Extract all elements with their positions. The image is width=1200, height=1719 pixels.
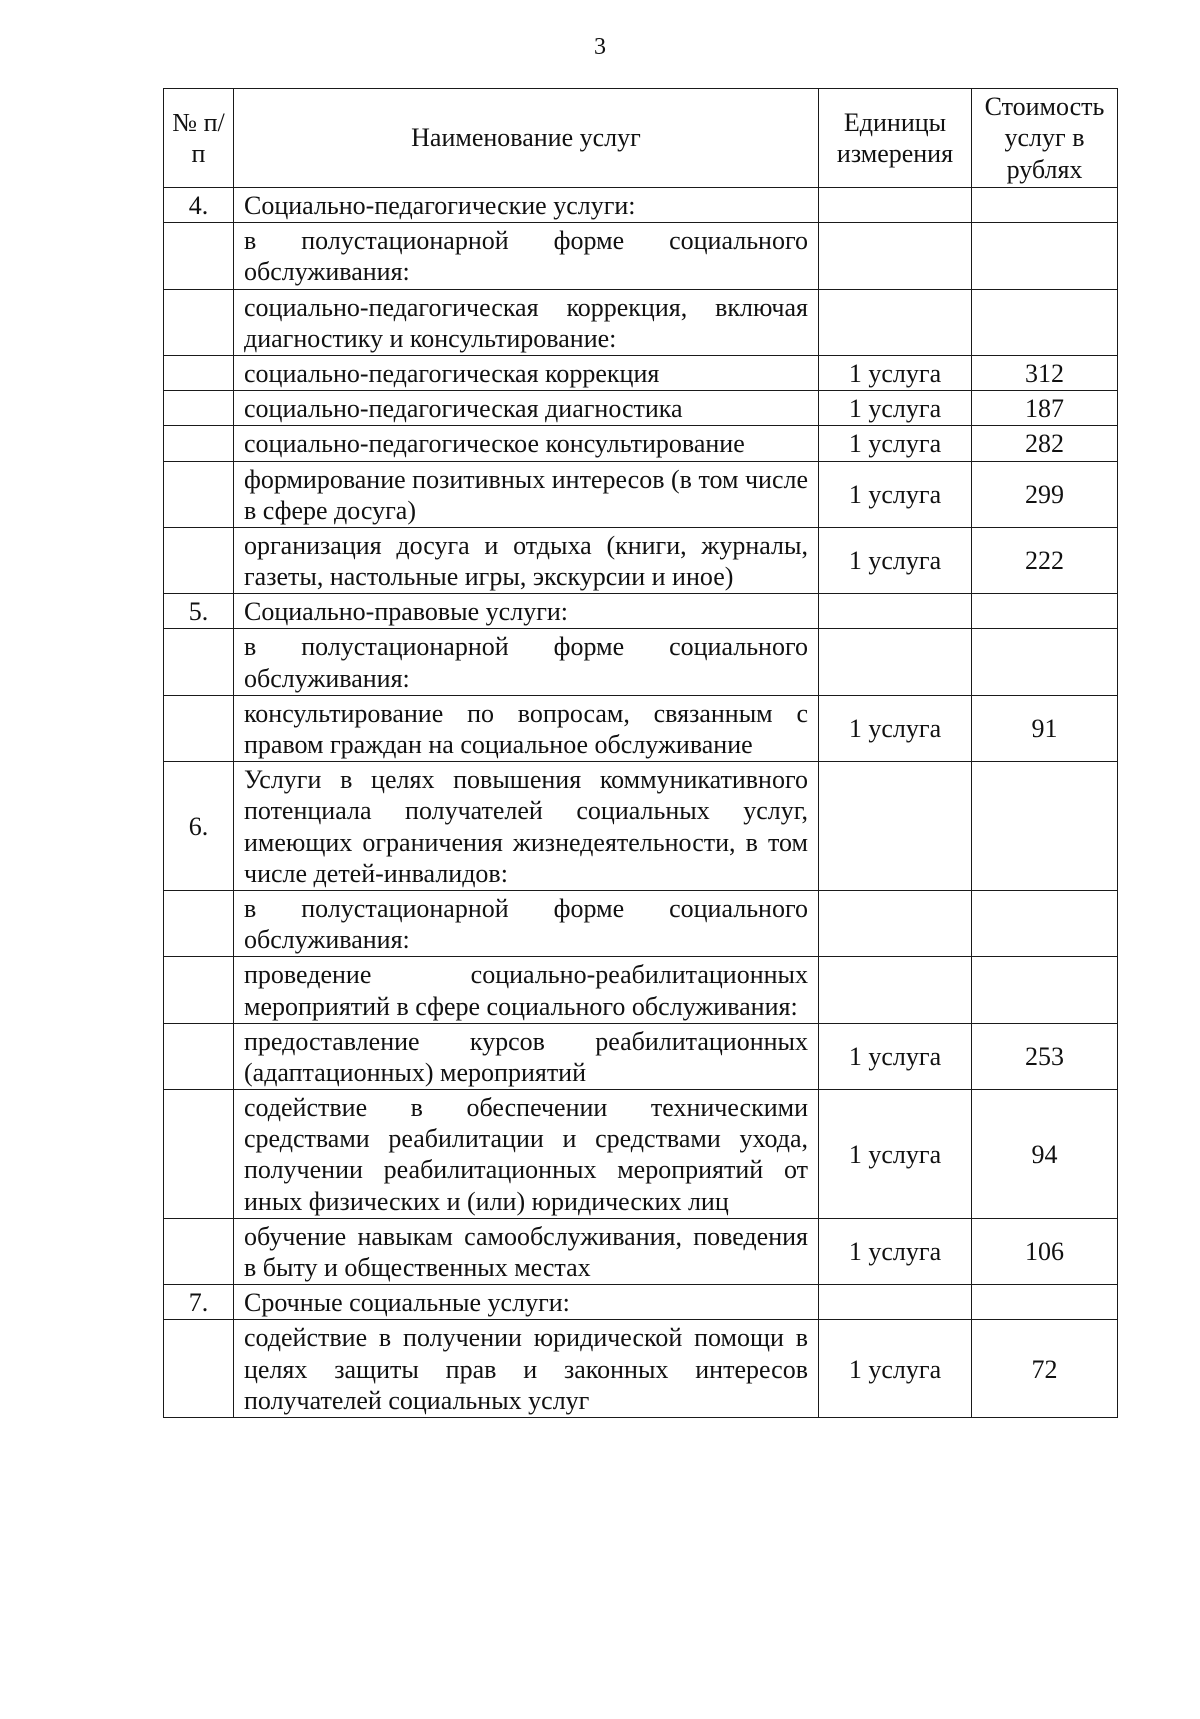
row-num: [164, 223, 234, 289]
table-body: [164, 188, 1118, 1418]
header-name: Наименование услуг: [234, 89, 819, 188]
row-cost: [972, 957, 1118, 1023]
row-num: 7.: [164, 1285, 234, 1320]
table-row: [164, 957, 1118, 1023]
row-cost: [972, 188, 1118, 223]
row-cost: [972, 762, 1118, 891]
row-unit: 1 услуга: [819, 1023, 972, 1089]
row-cost: 282: [972, 426, 1118, 461]
table-row: [164, 527, 1118, 593]
row-unit: 1 услуга: [819, 391, 972, 426]
row-name: в полустационарной форме социального обслуживания:: [234, 223, 819, 289]
table-row: [164, 355, 1118, 390]
services-table: [163, 88, 1118, 1418]
row-unit: [819, 957, 972, 1023]
row-cost: 72: [972, 1320, 1118, 1418]
row-num: [164, 1320, 234, 1418]
row-name: социально-педагогическая коррекция: [234, 355, 819, 390]
table-row: [164, 1023, 1118, 1089]
table-row: [164, 289, 1118, 355]
row-cost: 91: [972, 695, 1118, 761]
row-name: социально-педагогическая коррекция, включая диагностику и консультирование:: [234, 289, 819, 355]
row-cost: 94: [972, 1090, 1118, 1219]
row-num: 5.: [164, 594, 234, 629]
row-name: Социально-педагогические услуги:: [234, 188, 819, 223]
table-row: [164, 223, 1118, 289]
row-num: [164, 890, 234, 956]
row-num: [164, 1218, 234, 1284]
row-name: обучение навыкам самообслуживания, поведения в быту и общественных местах: [234, 1218, 819, 1284]
row-num: [164, 695, 234, 761]
row-name: Срочные социальные услуги:: [234, 1285, 819, 1320]
row-num: [164, 1090, 234, 1219]
row-name: социально-педагогическое консультирование: [234, 426, 819, 461]
row-cost: [972, 1285, 1118, 1320]
table-row: [164, 1218, 1118, 1284]
row-name: в полустационарной форме социального обслуживания:: [234, 629, 819, 695]
table-row: [164, 762, 1118, 891]
table-row: [164, 461, 1118, 527]
header-num: № п/п: [164, 89, 234, 188]
table-row: [164, 391, 1118, 426]
row-cost: 253: [972, 1023, 1118, 1089]
row-cost: [972, 594, 1118, 629]
row-unit: 1 услуга: [819, 1320, 972, 1418]
row-name: проведение социально-реабилитационных мероприятий в сфере социального обслуживания:: [234, 957, 819, 1023]
row-cost: 312: [972, 355, 1118, 390]
row-num: 6.: [164, 762, 234, 891]
row-num: [164, 426, 234, 461]
table-row: [164, 426, 1118, 461]
row-unit: [819, 1285, 972, 1320]
row-unit: [819, 289, 972, 355]
table-row: [164, 1320, 1118, 1418]
table-row: [164, 1090, 1118, 1219]
table-row: [164, 695, 1118, 761]
row-unit: 1 услуга: [819, 527, 972, 593]
row-unit: [819, 629, 972, 695]
row-unit: 1 услуга: [819, 1218, 972, 1284]
row-name: Услуги в целях повышения коммуникативного потенциала получателей социальных услуг, имеющих ограничения жизнедеятельности, в том числе детей-инвалидов:: [234, 762, 819, 891]
table-header: [164, 89, 1118, 188]
row-num: [164, 629, 234, 695]
row-cost: [972, 890, 1118, 956]
row-num: [164, 355, 234, 390]
row-name: Социально-правовые услуги:: [234, 594, 819, 629]
row-num: [164, 957, 234, 1023]
row-num: [164, 1023, 234, 1089]
row-num: [164, 289, 234, 355]
table-row: [164, 890, 1118, 956]
header-unit: Единицы измерения: [819, 89, 972, 188]
row-num: [164, 391, 234, 426]
row-name: предоставление курсов реабилитационных (адаптационных) мероприятий: [234, 1023, 819, 1089]
row-name: формирование позитивных интересов (в том числе в сфере досуга): [234, 461, 819, 527]
row-cost: [972, 223, 1118, 289]
row-unit: [819, 762, 972, 891]
row-num: [164, 527, 234, 593]
row-cost: 222: [972, 527, 1118, 593]
row-unit: 1 услуга: [819, 461, 972, 527]
row-unit: [819, 594, 972, 629]
row-name: содействие в получении юридической помощи в целях защиты прав и законных интересов получателей социальных услуг: [234, 1320, 819, 1418]
header-cost: Стоимость услуг в рублях: [972, 89, 1118, 188]
row-cost: [972, 289, 1118, 355]
row-name: организация досуга и отдыха (книги, журналы, газеты, настольные игры, экскурсии и иное): [234, 527, 819, 593]
row-cost: 187: [972, 391, 1118, 426]
row-name: в полустационарной форме социального обслуживания:: [234, 890, 819, 956]
table-row: [164, 629, 1118, 695]
header-row: [164, 89, 1118, 188]
row-name: содействие в обеспечении техническими средствами реабилитации и средствами ухода, получении реабилитационных мероприятий от иных физических и (или) юридических лиц: [234, 1090, 819, 1219]
row-cost: 106: [972, 1218, 1118, 1284]
table-row: [164, 594, 1118, 629]
row-num: [164, 461, 234, 527]
row-cost: [972, 629, 1118, 695]
row-unit: [819, 188, 972, 223]
row-unit: 1 услуга: [819, 426, 972, 461]
row-unit: 1 услуга: [819, 1090, 972, 1219]
row-cost: 299: [972, 461, 1118, 527]
row-name: социально-педагогическая диагностика: [234, 391, 819, 426]
row-num: 4.: [164, 188, 234, 223]
table-row: [164, 188, 1118, 223]
row-name: консультирование по вопросам, связанным с правом граждан на социальное обслуживание: [234, 695, 819, 761]
page-number: 3: [594, 34, 606, 60]
table-row: [164, 1285, 1118, 1320]
row-unit: [819, 890, 972, 956]
row-unit: [819, 223, 972, 289]
row-unit: 1 услуга: [819, 695, 972, 761]
row-unit: 1 услуга: [819, 355, 972, 390]
